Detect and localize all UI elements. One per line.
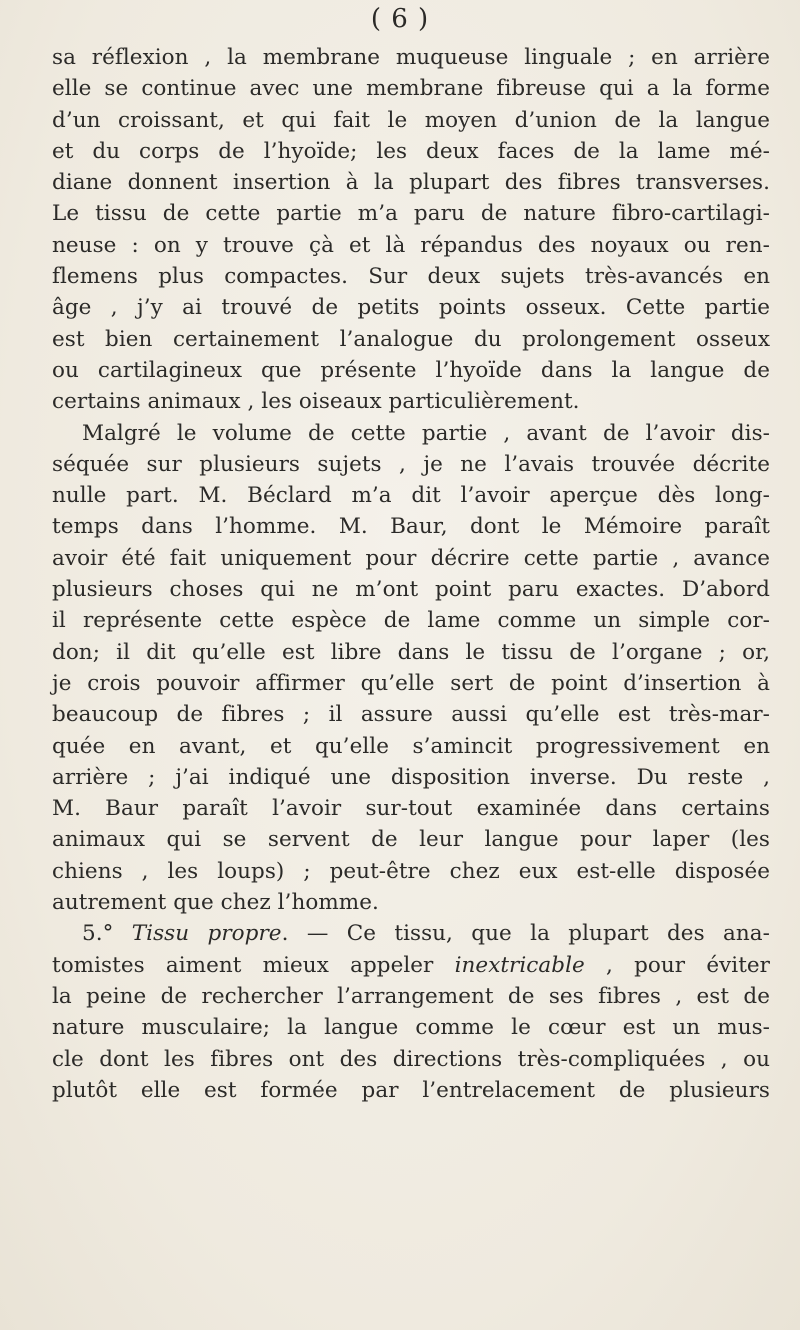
- text-line: don; il dit qu’elle est libre dans le tissu de l’organe ; or,: [52, 639, 770, 665]
- paragraph-3: [52, 918, 770, 1106]
- text-line: diane donnent insertion à la plupart des fibres transverses.: [52, 170, 770, 196]
- text-line: M. Baur paraît l’avoir sur-tout examinée dans certains: [52, 796, 770, 822]
- text-line: je crois pouvoir affirmer qu’elle sert de point d’insertion à: [52, 670, 770, 696]
- page-number: ( 6 ): [370, 4, 430, 34]
- text-line: nulle part. M. Béclard m’a dit l’avoir aperçue dès long-: [52, 483, 770, 509]
- text-line: ou cartilagineux que présente l’hyoïde dans la langue de: [52, 357, 770, 383]
- text-line: temps dans l’homme. M. Baur, dont le Mémoire paraît: [52, 514, 770, 540]
- text-line: avoir été fait uniquement pour décrire cette partie , avance: [52, 545, 770, 571]
- paragraph-2: [52, 418, 770, 919]
- paragraph-1: [52, 42, 770, 418]
- text-line: Malgré le volume de cette partie , avant de l’avoir dis-: [82, 420, 770, 446]
- text-line: et du corps de l’hyoïde; les deux faces de la lame mé-: [52, 138, 770, 164]
- text-line: nature musculaire; la langue comme le cœur est un mus-: [52, 1015, 770, 1041]
- emphasis-text: Tissu propre: [131, 921, 282, 947]
- body-text: [52, 42, 770, 1106]
- text-line: est bien certainement l’analogue du prolongement osseux: [52, 326, 770, 352]
- text-line: arrière ; j’ai indiqué une disposition inverse. Du reste ,: [52, 764, 770, 790]
- text-line: chiens , les loups) ; peut-être chez eux est-elle disposée: [52, 858, 770, 884]
- text-line: sa réflexion , la membrane muqueuse linguale ; en arrière: [52, 45, 770, 70]
- text-line: elle se continue avec une membrane fibreuse qui a la forme: [52, 76, 770, 102]
- text-line: séquée sur plusieurs sujets , je ne l’avais trouvée décrite: [52, 451, 770, 477]
- text-line: la peine de rechercher l’arrangement de ses fibres , est de: [52, 983, 770, 1009]
- text-line: cle dont les fibres ont des directions très-compliquées , ou: [52, 1046, 770, 1072]
- text-line: il représente cette espèce de lame comme un simple cor-: [52, 608, 770, 634]
- text-line: quée en avant, et qu’elle s’amincit progressivement en: [52, 733, 770, 759]
- text-line: plusieurs choses qui ne m’ont point paru exactes. D’abord: [52, 577, 770, 603]
- text-line: Le tissu de cette partie m’a paru de nature fibro-cartilagi-: [52, 201, 770, 227]
- text-line: âge , j’y ai trouvé de petits points osseux. Cette partie: [52, 295, 770, 321]
- text-line: animaux qui se servent de leur langue pour laper (les: [52, 827, 770, 853]
- text-line: flemens plus compactes. Sur deux sujets très-avancés en: [52, 264, 770, 290]
- text-line: d’un croissant, et qui fait le moyen d’union de la langue: [52, 107, 770, 133]
- text-line: 5.° Tissu propre. — Ce tissu, que la plupart des ana-: [82, 921, 770, 947]
- text-line: beaucoup de fibres ; il assure aussi qu’elle est très-mar-: [52, 702, 770, 728]
- text-line: tomistes aiment mieux appeler inextricable , pour éviter: [52, 952, 771, 978]
- text-line: certains animaux , les oiseaux particulièrement.: [52, 389, 580, 415]
- emphasis-text: inextricable: [454, 952, 585, 978]
- text-line: autrement que chez l’homme.: [52, 890, 379, 916]
- text-line: plutôt elle est formée par l’entrelacement de plusieurs: [52, 1077, 770, 1103]
- text-line: neuse : on y trouve çà et là répandus des noyaux ou ren-: [52, 232, 770, 258]
